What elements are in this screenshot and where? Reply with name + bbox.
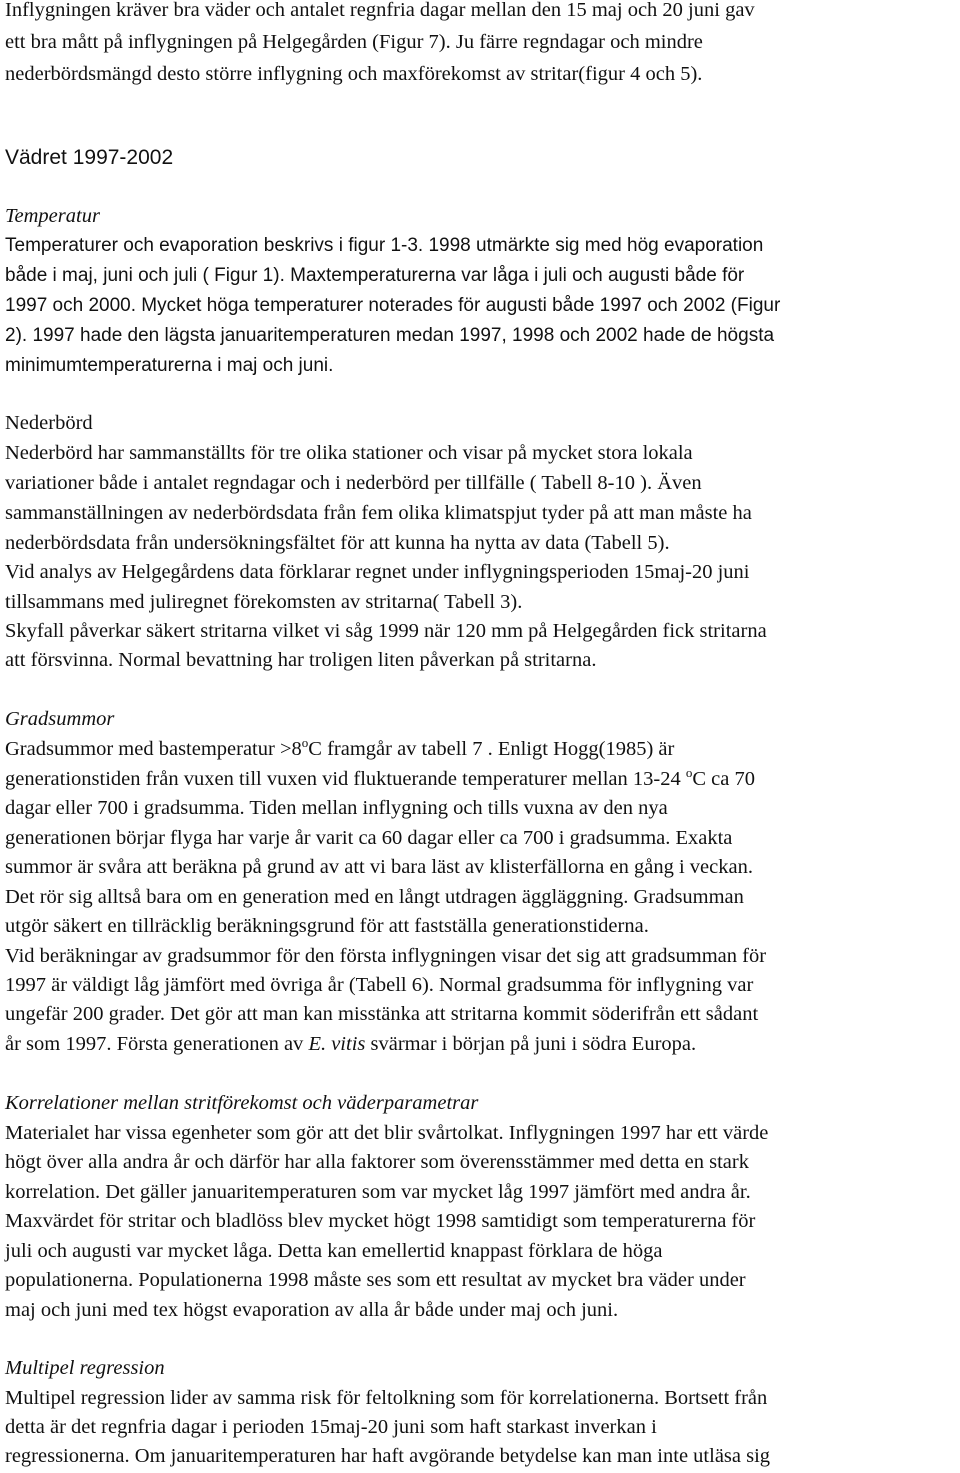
korrelationer-heading: Korrelationer mellan stritförekomst och väderparametrar xyxy=(5,1092,479,1114)
nederbord-line-3: sammanställningen av nederbördsdata från fem olika klimatspjut tyder på att man måste ha xyxy=(5,502,752,524)
temperatur-line-1: Temperaturer och evaporation beskrivs i figur 1-3. 1998 utmärkte sig med hög evaporation xyxy=(5,235,764,256)
gradsummor-line-11a: år som 1997. Första generationen av xyxy=(5,1033,309,1055)
degree-superscript: o xyxy=(685,765,693,781)
gradsummor-line-5: summor är svåra att beräkna på grund av att vi bara läst av klisterfällorna en gång i veckan. xyxy=(5,856,753,878)
gradsummor-line-2b: C ca 70 xyxy=(692,768,755,790)
nederbord-line-5: Vid analys av Helgegårdens data förklarar regnet under inflygningsperioden 15maj-20 juni xyxy=(5,561,750,583)
korrelationer-line-5: juli och augusti var mycket låga. Detta kan emellertid knappast förklara de höga xyxy=(5,1240,663,1262)
multipel-line-2: detta är det regnfria dagar i perioden 15maj-20 juni som haft starkast inverkan i xyxy=(5,1416,657,1438)
temperatur-line-2: både i maj, juni och juli ( Figur 1). Maxtemperaturerna var låga i juli och augusti både för xyxy=(5,265,745,286)
temperatur-line-3: 1997 och 2000. Mycket höga temperaturer noterades för augusti både 1997 och 2002 (Figur xyxy=(5,295,781,316)
korrelationer-line-6: populationerna. Populationerna 1998 måste ses som ett resultat av mycket bra väder under xyxy=(5,1269,746,1291)
gradsummor-line-10: ungefär 200 grader. Det gör att man kan misstänka att stritarna kommit söderifrån ett sådant xyxy=(5,1003,759,1025)
nederbord-line-1: Nederbörd har sammanställts för tre olika stationer och visar på mycket stora lokala xyxy=(5,442,693,464)
gradsummor-line-6: Det rör sig alltså bara om en generation med en långt utdragen äggläggning. Gradsumman xyxy=(5,886,744,908)
nederbord-line-4: nederbördsdata från undersökningsfältet för att kunna ha nytta av data (Tabell 5). xyxy=(5,532,670,554)
gradsummor-line-11b: svärmar i början på juni i södra Europa. xyxy=(365,1033,697,1055)
gradsummor-line-2 xyxy=(5,764,960,794)
intro-line-3: nederbördsmängd desto större inflygning och maxförekomst av stritar(figur 4 och 5). xyxy=(5,63,703,85)
nederbord-line-6: tillsammans med juliregnet förekomsten av stritarna( Tabell 3). xyxy=(5,591,523,613)
multipel-line-3: regressionerna. Om januaritemperaturen har haft avgörande betydelse kan man inte utläsa sig xyxy=(5,1445,771,1467)
korrelationer-line-3: korrelation. Det gäller januaritemperaturen som var mycket låg 1997 jämfört med andra år. xyxy=(5,1181,751,1203)
korrelationer-line-7: maj och juni med tex högst evaporation av alla år både under maj och juni. xyxy=(5,1299,619,1321)
gradsummor-line-1a: Gradsummor med bastemperatur >8 xyxy=(5,738,302,760)
multipel-line-1: Multipel regression lider av samma risk för feltolkning som för korrelationerna. Bortsett från xyxy=(5,1387,768,1409)
nederbord-line-7: Skyfall påverkar säkert stritarna vilket vi såg 1999 när 120 mm på Helgegården fick stritarna xyxy=(5,620,767,642)
nederbord-line-8: att försvinna. Normal bevattning har troligen liten påverkan på stritarna. xyxy=(5,649,597,671)
gradsummor-line-8: Vid beräkningar av gradsummor för den första inflygningen visar det sig att gradsumman för xyxy=(5,945,767,967)
nederbord-heading: Nederbörd xyxy=(5,412,93,434)
intro-line-1: Inflygningen kräver bra väder och antalet regnfria dagar mellan den 15 maj och 20 juni gav xyxy=(5,0,755,21)
gradsummor-line-2a: generationstiden från vuxen till vuxen vid fluktuerande temperaturer mellan 13-24 xyxy=(5,768,686,790)
gradsummor-line-1 xyxy=(5,734,960,764)
temperatur-line-5: minimumtemperaturerna i maj och juni. xyxy=(5,355,334,376)
nederbord-line-2: variationer både i antalet regndagar och i nederbörd per tillfälle ( Tabell 8-10 ). Även xyxy=(5,472,702,494)
vadret-heading: Vädret 1997-2002 xyxy=(5,146,174,169)
multipel-heading: Multipel regression xyxy=(5,1357,165,1379)
temperatur-heading: Temperatur xyxy=(5,205,100,227)
gradsummor-line-4: generationen börjar flyga har varje år varit ca 60 dagar eller ca 700 i gradsumma. Exakta xyxy=(5,827,733,849)
gradsummor-line-11 xyxy=(5,1029,960,1059)
gradsummor-line-1b: C framgår av tabell 7 . Enligt Hogg(1985) är xyxy=(308,738,675,760)
gradsummor-line-3: dagar eller 700 i gradsumma. Tiden mellan inflygning och tills vuxna av den nya xyxy=(5,797,668,819)
temperatur-line-4: 2). 1997 hade den lägsta januaritemperaturen medan 1997, 1998 och 2002 hade de högsta xyxy=(5,325,775,346)
species-name: E. vitis xyxy=(308,1033,366,1055)
korrelationer-line-1: Materialet har vissa egenheter som gör att det blir svårtolkat. Inflygningen 1997 har ett värde xyxy=(5,1122,769,1144)
korrelationer-line-4: Maxvärdet för stritar och bladlöss blev mycket högt 1998 samtidigt som temperaturerna för xyxy=(5,1210,756,1232)
gradsummor-line-7: utgör säkert en tillräcklig beräkningsgrund för att fastställa generationstiderna. xyxy=(5,915,649,937)
korrelationer-line-2: högt över alla andra år och därför har alla faktorer som överensstämmer med detta en stark xyxy=(5,1151,749,1173)
gradsummor-heading: Gradsummor xyxy=(5,708,115,730)
gradsummor-line-9: 1997 är väldigt låg jämfört med övriga år (Tabell 6). Normal gradsumma för inflygning var xyxy=(5,974,754,996)
intro-line-2: ett bra mått på inflygningen på Helgegården (Figur 7). Ju färre regndagar och mindre xyxy=(5,31,703,53)
degree-superscript: o xyxy=(301,735,309,751)
